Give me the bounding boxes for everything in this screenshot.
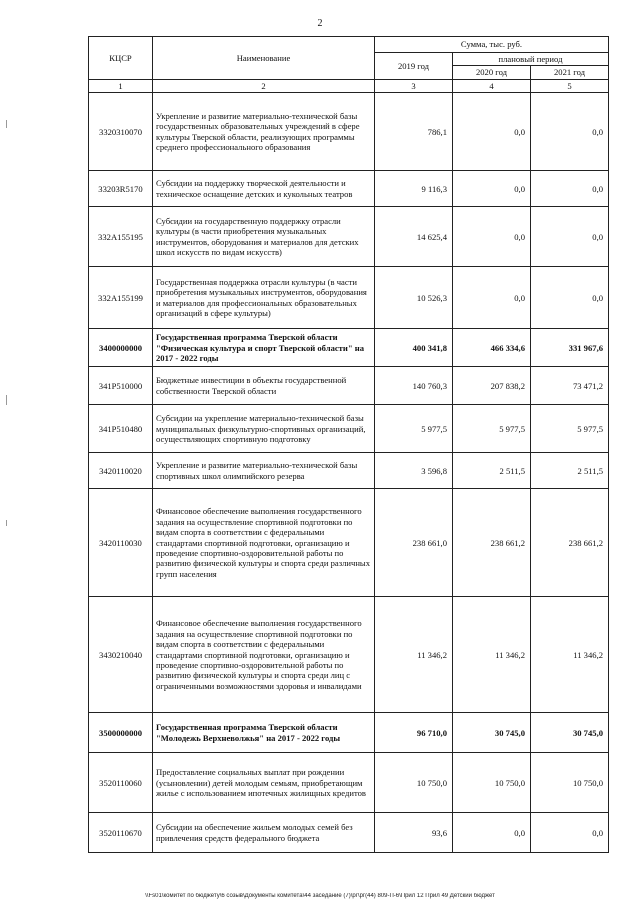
row-2020: 0,0 bbox=[453, 171, 531, 207]
row-2020: 0,0 bbox=[453, 207, 531, 267]
margin-mark bbox=[6, 395, 7, 405]
row-name: Финансовое обеспечение выполнения государственного задания на осуществление спортивной подготовки по видам спорта в соответствии с федеральными стандартами спортивной подготовки, организацию и проведение спортивно-оздоровительной работы по развитию физической культуры и спорта среди различных групп населения bbox=[153, 489, 375, 597]
header-2021: 2021 год bbox=[531, 66, 609, 79]
row-name: Государственная поддержка отрасли культуры (в части приобретения музыкальных инструментов, оборудования и материалов для профессиональных образовательных организаций в сфере культуры) bbox=[153, 267, 375, 329]
row-2019: 9 116,3 bbox=[375, 171, 453, 207]
row-name: Субсидии на государственную поддержку отрасли культуры (в части приобретения музыкальных инструментов, оборудования и материалов для детских школ искусств по видам искусств) bbox=[153, 207, 375, 267]
row-2019: 140 760,3 bbox=[375, 367, 453, 405]
index-cell: 5 bbox=[531, 79, 609, 92]
header-2019: 2019 год bbox=[375, 53, 453, 80]
row-2019: 10 750,0 bbox=[375, 753, 453, 813]
row-2020: 0,0 bbox=[453, 267, 531, 329]
table-row bbox=[89, 367, 609, 405]
index-cell: 1 bbox=[89, 79, 153, 92]
row-2021: 5 977,5 bbox=[531, 405, 609, 453]
row-2020: 2 511,5 bbox=[453, 453, 531, 489]
row-name: Финансовое обеспечение выполнения государственного задания на осуществление спортивной подготовки по видам спорта в соответствии с федеральными стандартами спортивной подготовки, организацию и проведение спортивно-оздоровительной работы по развитию физической культуры и спорта среди лиц с ограниченными возможностями здоровья и инвалидами bbox=[153, 597, 375, 713]
row-2019: 10 526,3 bbox=[375, 267, 453, 329]
row-name: Субсидии на поддержку творческой деятельности и техническое оснащение детских и кукольных театров bbox=[153, 171, 375, 207]
table-row bbox=[89, 753, 609, 813]
row-2021: 73 471,2 bbox=[531, 367, 609, 405]
row-2021: 2 511,5 bbox=[531, 453, 609, 489]
row-name: Укрепление и развитие материально-технической базы государственных образовательных учреждений в сфере культуры Тверской области, реализующих программы среднего профессионального образования bbox=[153, 93, 375, 171]
row-2021: 0,0 bbox=[531, 93, 609, 171]
page-number: 2 bbox=[317, 18, 323, 29]
row-2020: 30 745,0 bbox=[453, 713, 531, 753]
row-2020: 5 977,5 bbox=[453, 405, 531, 453]
row-2019: 93,6 bbox=[375, 813, 453, 853]
row-name: Укрепление и развитие материально-технической базы спортивных школ олимпийского резерва bbox=[153, 453, 375, 489]
row-code: 3520110060 bbox=[89, 753, 153, 813]
row-2021: 0,0 bbox=[531, 267, 609, 329]
row-2019: 400 341,8 bbox=[375, 329, 453, 367]
row-2021: 0,0 bbox=[531, 171, 609, 207]
index-cell: 2 bbox=[153, 79, 375, 92]
row-code: 341P510000 bbox=[89, 367, 153, 405]
header-code: КЦСР bbox=[89, 37, 153, 80]
row-2020: 207 838,2 bbox=[453, 367, 531, 405]
row-2020: 0,0 bbox=[453, 93, 531, 171]
row-2021: 30 745,0 bbox=[531, 713, 609, 753]
table-row bbox=[89, 597, 609, 713]
row-2019: 5 977,5 bbox=[375, 405, 453, 453]
row-2020: 466 334,6 bbox=[453, 329, 531, 367]
row-2021: 238 661,2 bbox=[531, 489, 609, 597]
table-row bbox=[89, 171, 609, 207]
table-row bbox=[89, 453, 609, 489]
row-name: Государственная программа Тверской области "Физическая культура и спорт Тверской области" на 2017 - 2022 годы bbox=[153, 329, 375, 367]
row-name: Бюджетные инвестиции в объекты государственной собственности Тверской области bbox=[153, 367, 375, 405]
row-2019: 96 710,0 bbox=[375, 713, 453, 753]
table-row bbox=[89, 713, 609, 753]
row-code: 332A155199 bbox=[89, 267, 153, 329]
budget-table bbox=[88, 36, 609, 853]
row-2019: 3 596,8 bbox=[375, 453, 453, 489]
row-code: 3420110030 bbox=[89, 489, 153, 597]
row-2019: 238 661,0 bbox=[375, 489, 453, 597]
row-2021: 10 750,0 bbox=[531, 753, 609, 813]
row-name: Субсидии на обеспечение жильем молодых семей без привлечения средств федерального бюджета bbox=[153, 813, 375, 853]
row-2020: 0,0 bbox=[453, 813, 531, 853]
row-2021: 11 346,2 bbox=[531, 597, 609, 713]
row-code: 3500000000 bbox=[89, 713, 153, 753]
table-row bbox=[89, 93, 609, 171]
row-name: Государственная программа Тверской области "Молодежь Верхневолжья" на 2017 - 2022 годы bbox=[153, 713, 375, 753]
row-2020: 10 750,0 bbox=[453, 753, 531, 813]
row-code: 341P510480 bbox=[89, 405, 153, 453]
row-name: Субсидии на укрепление материально-технической базы муниципальных физкультурно-спортивных организаций, осуществляющих спортивную подготовку bbox=[153, 405, 375, 453]
margin-mark bbox=[6, 120, 7, 128]
row-name: Предоставление социальных выплат при рождении (усыновлении) детей молодым семьям, приобретающим жилье с использованием ипотечных жилищных кредитов bbox=[153, 753, 375, 813]
header-2020: 2020 год bbox=[453, 66, 531, 79]
row-2019: 786,1 bbox=[375, 93, 453, 171]
table-row bbox=[89, 405, 609, 453]
row-code: 3420110020 bbox=[89, 453, 153, 489]
row-2019: 14 625,4 bbox=[375, 207, 453, 267]
header-name: Наименование bbox=[153, 37, 375, 80]
row-code: 3400000000 bbox=[89, 329, 153, 367]
row-2021: 0,0 bbox=[531, 207, 609, 267]
table-row bbox=[89, 207, 609, 267]
index-cell: 3 bbox=[375, 79, 453, 92]
row-code: 3520110670 bbox=[89, 813, 153, 853]
row-code: 332A155195 bbox=[89, 207, 153, 267]
row-2020: 11 346,2 bbox=[453, 597, 531, 713]
row-2021: 331 967,6 bbox=[531, 329, 609, 367]
table-row bbox=[89, 329, 609, 367]
index-cell: 4 bbox=[453, 79, 531, 92]
row-code: 33203R5170 bbox=[89, 171, 153, 207]
row-2019: 11 346,2 bbox=[375, 597, 453, 713]
row-2020: 238 661,2 bbox=[453, 489, 531, 597]
row-2021: 0,0 bbox=[531, 813, 609, 853]
file-path-footer: \\Fs01\комитет по бюджету\6 созыв\Документы комитета\44 заседание (7)\рг\рг(44) 809-П-6\Прил 12 Прил 49 Детский бюджет bbox=[145, 893, 495, 899]
margin-mark bbox=[6, 520, 7, 526]
row-code: 3320310070 bbox=[89, 93, 153, 171]
table-row bbox=[89, 489, 609, 597]
header-sum: Сумма, тыс. руб. bbox=[375, 37, 609, 53]
table-row bbox=[89, 267, 609, 329]
table-row bbox=[89, 813, 609, 853]
row-code: 3430210040 bbox=[89, 597, 153, 713]
header-plan-period: плановый период bbox=[453, 53, 609, 66]
